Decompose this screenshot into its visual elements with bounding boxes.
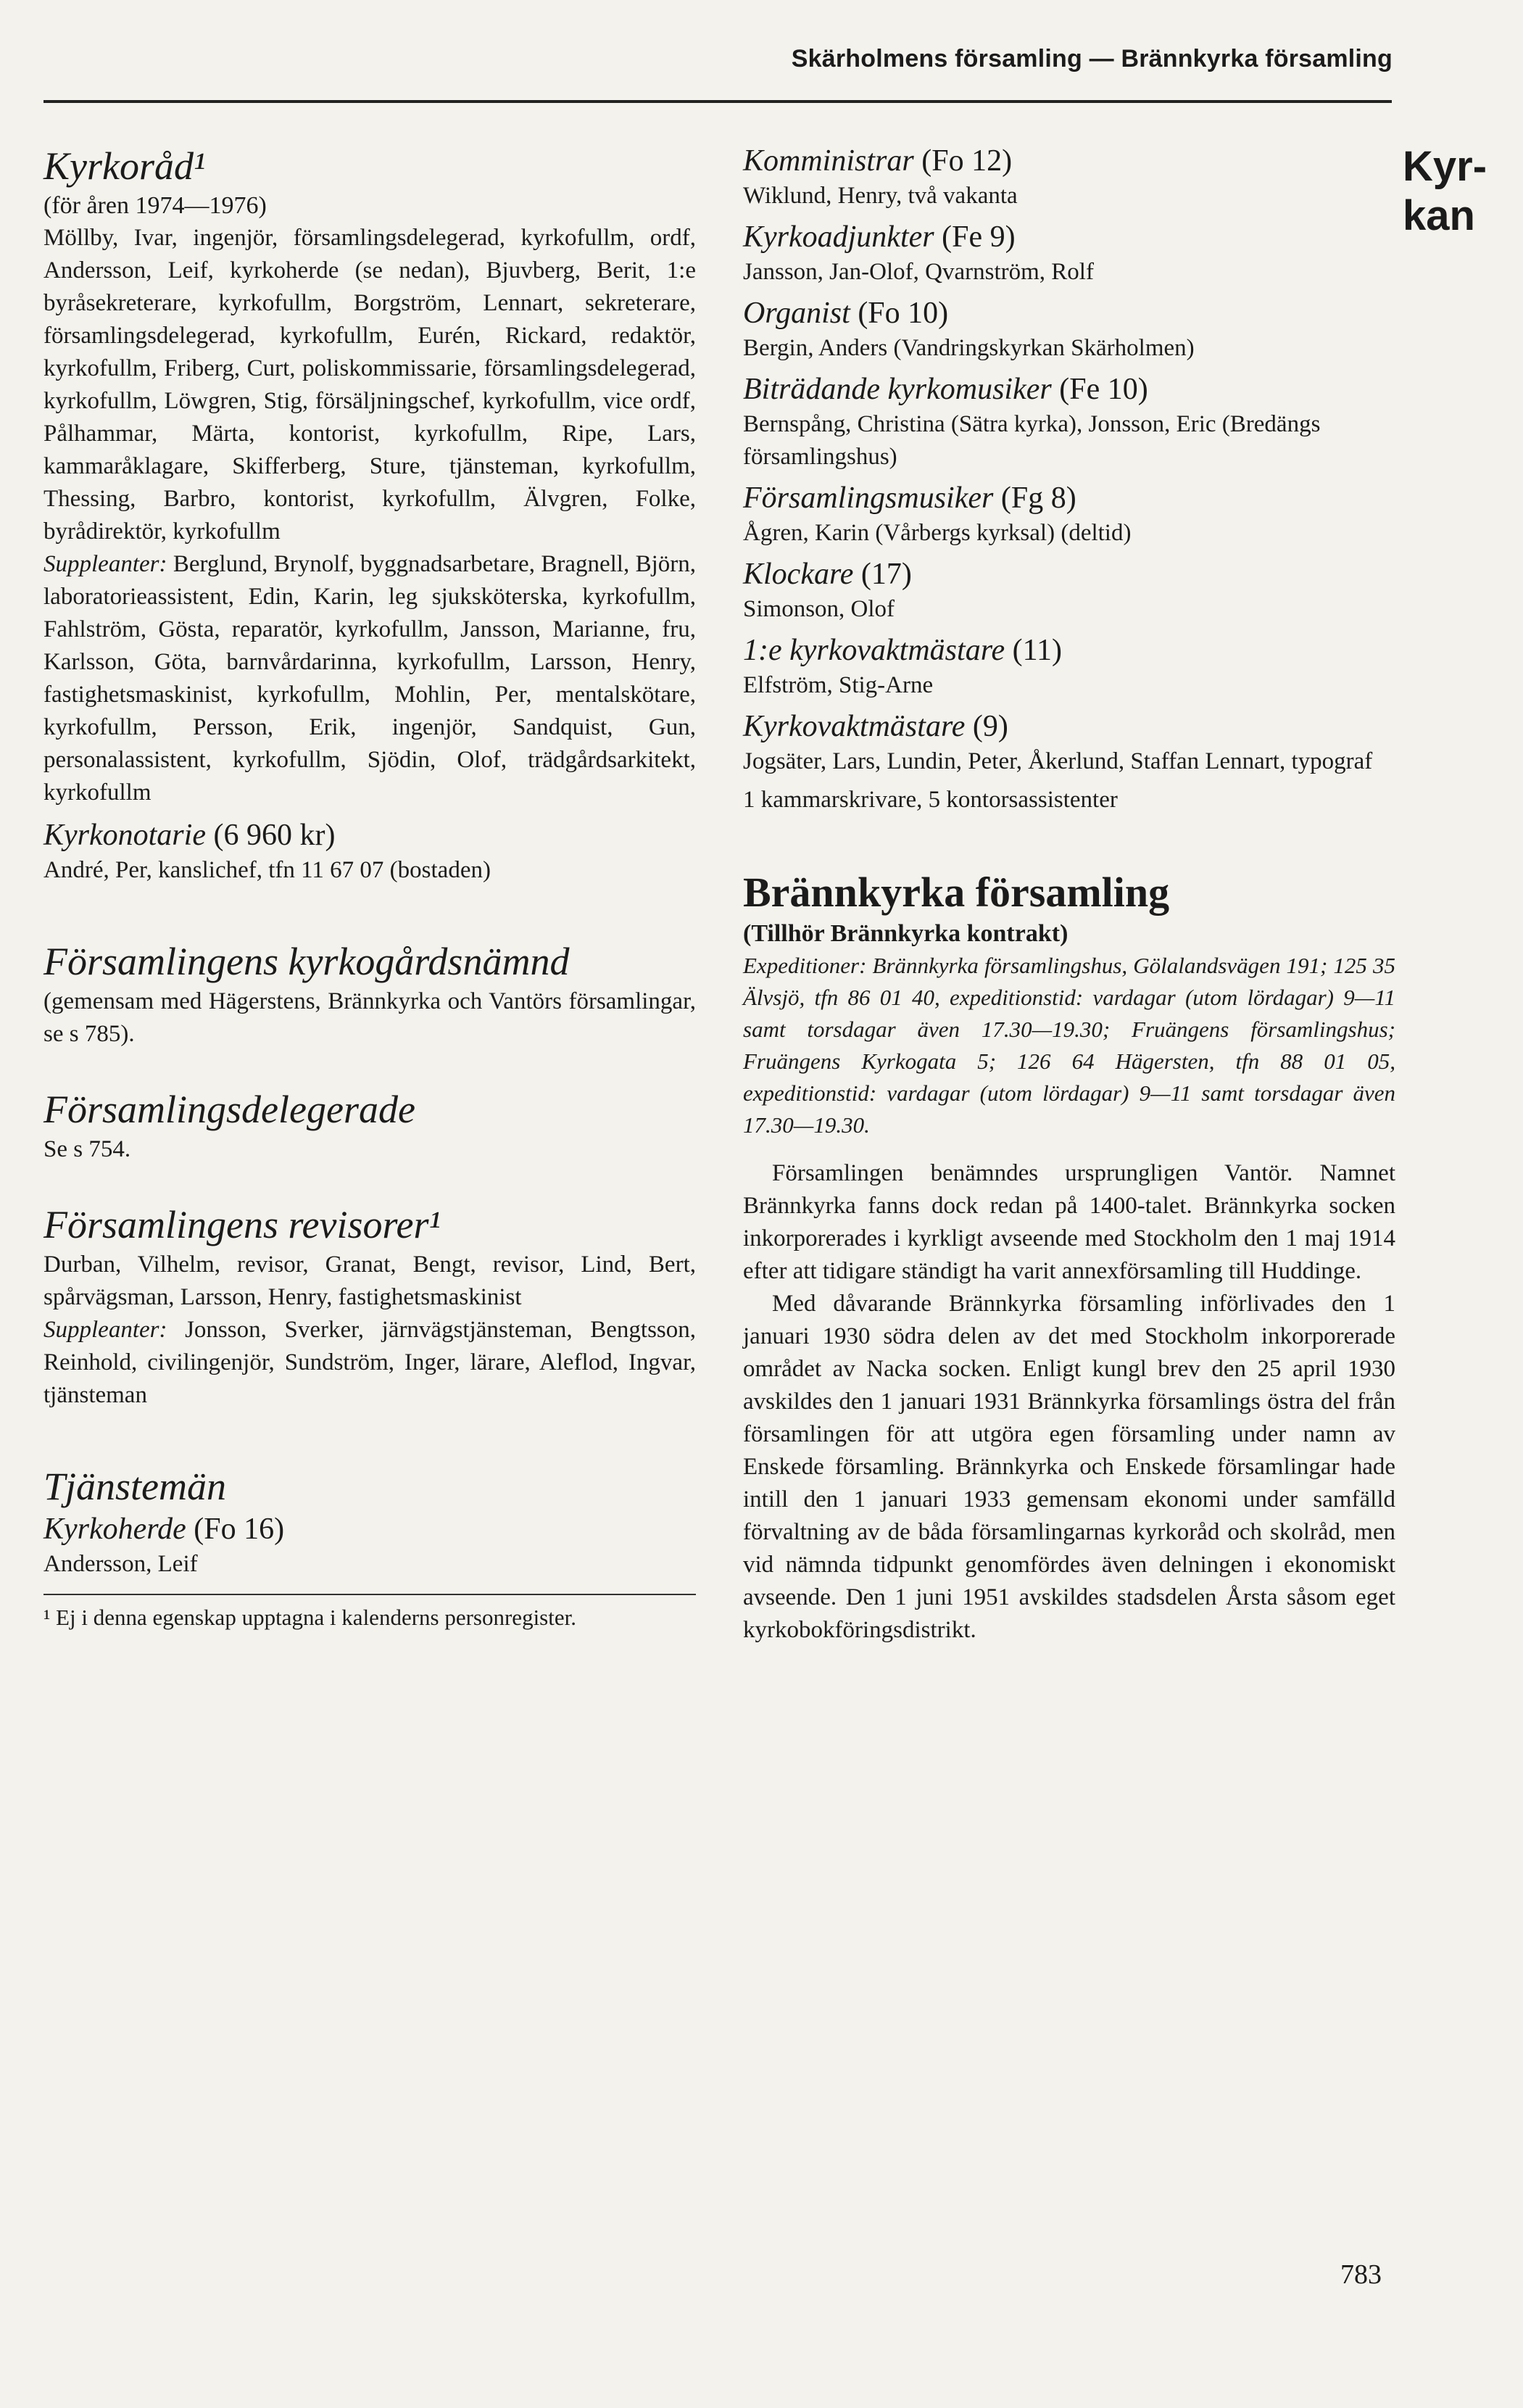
staff-role-entry xyxy=(743,479,1395,550)
kyrkonotarie-amount: (6 960 kr) xyxy=(213,819,336,852)
extra-staff: 1 kammarskrivare, 5 kontorsassistenter xyxy=(743,787,1118,813)
kyrkorad-suppleanter: Berglund, Brynolf, byggnadsarbetare, Bragnell, Björn, laboratorieassistent, Edin, Karin, leg sjuksköterska, kyrkofullm, Fahlström, Gösta, reparatör, kyrkofullm, Jansson, Marianne, fru, Karlsson, Göta, barnvårdarinna, kyrkofullm, Larsson, Henry, fastighetsmaskinist, kyrkofullm, Mohlin, Per, mentalskötare, kyrkofullm, Persson, Erik, ingenjör, Sandquist, Gun, personalassistent, kyrkofullm, Sjödin, Olof, trädgårdsarkitekt, kyrkofullm xyxy=(43,551,696,806)
staff-role-title: Biträdande kyrkomusiker xyxy=(743,373,1052,406)
kyrkoherde-person: Andersson, Leif xyxy=(43,1551,198,1577)
staff-role-title: Organist xyxy=(743,297,850,330)
staff-role-title: Församlingsmusiker xyxy=(743,481,994,515)
staff-role-names: Jogsäter, Lars, Lundin, Peter, Åkerlund, Staffan Lennart, typograf xyxy=(743,748,1373,774)
brannkyrka-expeditioner: Expeditioner: Brännkyrka församlingshus, Gölalandsvägen 191; 125 35 Älvsjö, tfn 86 01 40, expeditionstid: vardagar (utom lördagar) 9—11 samt torsdagar även 17.30—19.30; Fruängens församlingshus; Fruängens Kyrkogata 5; 126 64 Hägersten, tfn 88 01 05, expeditionstid: vardagar (utom lördagar) 9—11 samt torsdagar även 17.30—19.30. xyxy=(743,953,1395,1138)
kyrkorad-suppleanter-label: Suppleanter: xyxy=(43,551,167,577)
staff-role-entry xyxy=(743,708,1395,778)
staff-role-num: (Fg 8) xyxy=(1000,481,1076,515)
staff-role-title: Klockare xyxy=(743,558,854,591)
kyrkorad-subtitle: (för åren 1974—1976) xyxy=(43,192,267,219)
header-rule xyxy=(43,100,1392,103)
staff-role-num: (Fo 10) xyxy=(858,297,949,330)
delegerade-text: Se s 754. xyxy=(43,1136,131,1162)
delegerade-title: Församlingsdelegerade xyxy=(43,1088,415,1131)
revisorer-title: Församlingens revisorer¹ xyxy=(43,1203,441,1246)
staff-role-num: (9) xyxy=(972,710,1008,743)
staff-role-num: (Fe 9) xyxy=(942,220,1016,254)
staff-role-num: (Fe 10) xyxy=(1059,373,1148,406)
staff-role-title: Kyrkoadjunkter xyxy=(743,220,934,254)
tjanstemann-title: Tjänstemän xyxy=(43,1465,227,1508)
kyrkoherde-role: Kyrkoherde xyxy=(43,1513,186,1546)
brannkyrka-subtitle: (Tillhör Brännkyrka kontrakt) xyxy=(743,920,1068,947)
right-column xyxy=(743,142,1395,1647)
section-kyrkorad xyxy=(43,142,696,809)
staff-role-names: Ågren, Karin (Vårbergs kyrksal) (deltid) xyxy=(743,520,1132,546)
staff-role-entry xyxy=(743,555,1395,626)
footnote: ¹ Ej i denna egenskap upptagna i kalenderns personregister. xyxy=(43,1605,576,1630)
staff-role-title: Komministrar xyxy=(743,144,914,178)
revisorer-members: Durban, Vilhelm, revisor, Granat, Bengt, revisor, Lind, Bert, spårvägsman, Larsson, Henry, fastighetsmaskinist xyxy=(43,1251,696,1310)
section-revisorer xyxy=(43,1201,696,1412)
section-tjanstemann xyxy=(43,1462,696,1581)
staff-role-names: Elfström, Stig-Arne xyxy=(743,672,934,698)
staff-role-entry xyxy=(743,371,1395,473)
kyrkonotarie-person: André, Per, kanslichef, tfn 11 67 07 (bostaden) xyxy=(43,857,491,883)
page-number: 783 xyxy=(1340,2259,1382,2290)
footnote-rule xyxy=(43,1594,696,1595)
revisorer-suppleanter: Jonsson, Sverker, järnvägstjänsteman, Bengtsson, Reinhold, civilingenjör, Sundström, Inger, lärare, Aleflod, Ingvar, tjänsteman xyxy=(43,1317,696,1408)
staff-roles-list xyxy=(743,142,1395,778)
staff-role-entry xyxy=(743,218,1395,289)
staff-role-num: (17) xyxy=(860,558,912,591)
running-header: Skärholmens församling — Brännkyrka församling xyxy=(791,45,1393,73)
staff-role-names: Bernspång, Christina (Sätra kyrka), Jonsson, Eric (Bredängs församlingshus) xyxy=(743,411,1321,470)
staff-role-num: (Fo 12) xyxy=(921,144,1013,178)
staff-role-entry xyxy=(743,294,1395,365)
staff-role-title: Kyrkovaktmästare xyxy=(743,710,966,743)
left-column xyxy=(43,142,696,1633)
kyrkorad-members: Möllby, Ivar, ingenjör, församlingsdelegerad, kyrkofullm, ordf, Andersson, Leif, kyrkoherde (se nedan), Bjuvberg, Berit, 1:e byråsekreterare, kyrkofullm, Borgström, Lennart, sekreterare, församlingsdelegerad, kyrkofullm, Eurén, Rickard, redaktör, kyrkofullm, Friberg, Curt, poliskommissarie, församlingsdelegerad, kyrkofullm, Löwgren, Stig, försäljningschef, kyrkofullm, vice ordf, Pålhammar, Märta, kontorist, kyrkofullm, Ripe, Lars, kammaråklagare, Skifferberg, Sture, tjänsteman, kyrkofullm, Thessing, Barbro, kontorist, kyrkofullm, Älvgren, Folke, byrådirektör, kyrkofullm xyxy=(43,225,696,545)
staff-role-num: (11) xyxy=(1012,634,1063,667)
section-delegerade xyxy=(43,1085,696,1166)
kyrkogardsnamnd-title: Församlingens kyrkogårdsnämnd xyxy=(43,940,570,983)
section-brannkyrka xyxy=(743,867,1395,1647)
section-kyrkogardsnamnd xyxy=(43,938,696,1051)
staff-role-entry xyxy=(743,632,1395,702)
brannkyrka-title: Brännkyrka församling xyxy=(743,869,1170,916)
thumb-index-tab: Kyr- kan xyxy=(1403,143,1487,239)
brannkyrka-para1: Församlingen benämndes ursprungligen Vantör. Namnet Brännkyrka fanns dock redan på 1400-talet. Brännkyrka socken inkorporerades i kyrkligt avseende med Stockholm den 1 maj 1914 efter att tidigare ständigt ha varit annexförsamling till Huddinge. xyxy=(743,1160,1395,1284)
staff-role-names: Wiklund, Henry, två vakanta xyxy=(743,183,1018,209)
brannkyrka-para2: Med dåvarande Brännkyrka församling införlivades den 1 januari 1930 södra delen av det med Stockholm inkorporerade området av Nacka socken. Enligt kungl brev den 25 april 1930 avskildes den 1 januari 1931 Brännkyrka församlings östra del från församlingen för att utgöra egen församling under namn av Enskede församling. Brännkyrka och Enskede församlingar hade intill den 1 januari 1933 gemensam ekonomi under samfälld förvaltning av de båda församlingarnas kyrkoråd och skolråd, men vid nämnda tidpunkt genomfördes även delningen i ekonomiskt avseende. Den 1 juni 1951 avskildes stadsdelen Årsta såsom eget kyrkobokföringsdistrikt. xyxy=(743,1291,1395,1643)
kyrkorad-title: Kyrkoråd¹ xyxy=(43,144,206,188)
section-kyrkonotarie xyxy=(43,816,696,887)
staff-role-names: Simonson, Olof xyxy=(743,596,895,622)
revisorer-suppleanter-label: Suppleanter: xyxy=(43,1317,167,1343)
kyrkoherde-num: (Fo 16) xyxy=(194,1513,285,1546)
staff-role-title: 1:e kyrkovaktmästare xyxy=(743,634,1005,667)
staff-role-entry xyxy=(743,142,1395,212)
staff-role-names: Jansson, Jan-Olof, Qvarnström, Rolf xyxy=(743,259,1094,285)
staff-role-names: Bergin, Anders (Vandringskyrkan Skärholmen) xyxy=(743,335,1195,361)
kyrkonotarie-title: Kyrkonotarie xyxy=(43,819,206,852)
kyrkogardsnamnd-text: (gemensam med Hägerstens, Brännkyrka och Vantörs församlingar, se s 785). xyxy=(43,988,696,1047)
